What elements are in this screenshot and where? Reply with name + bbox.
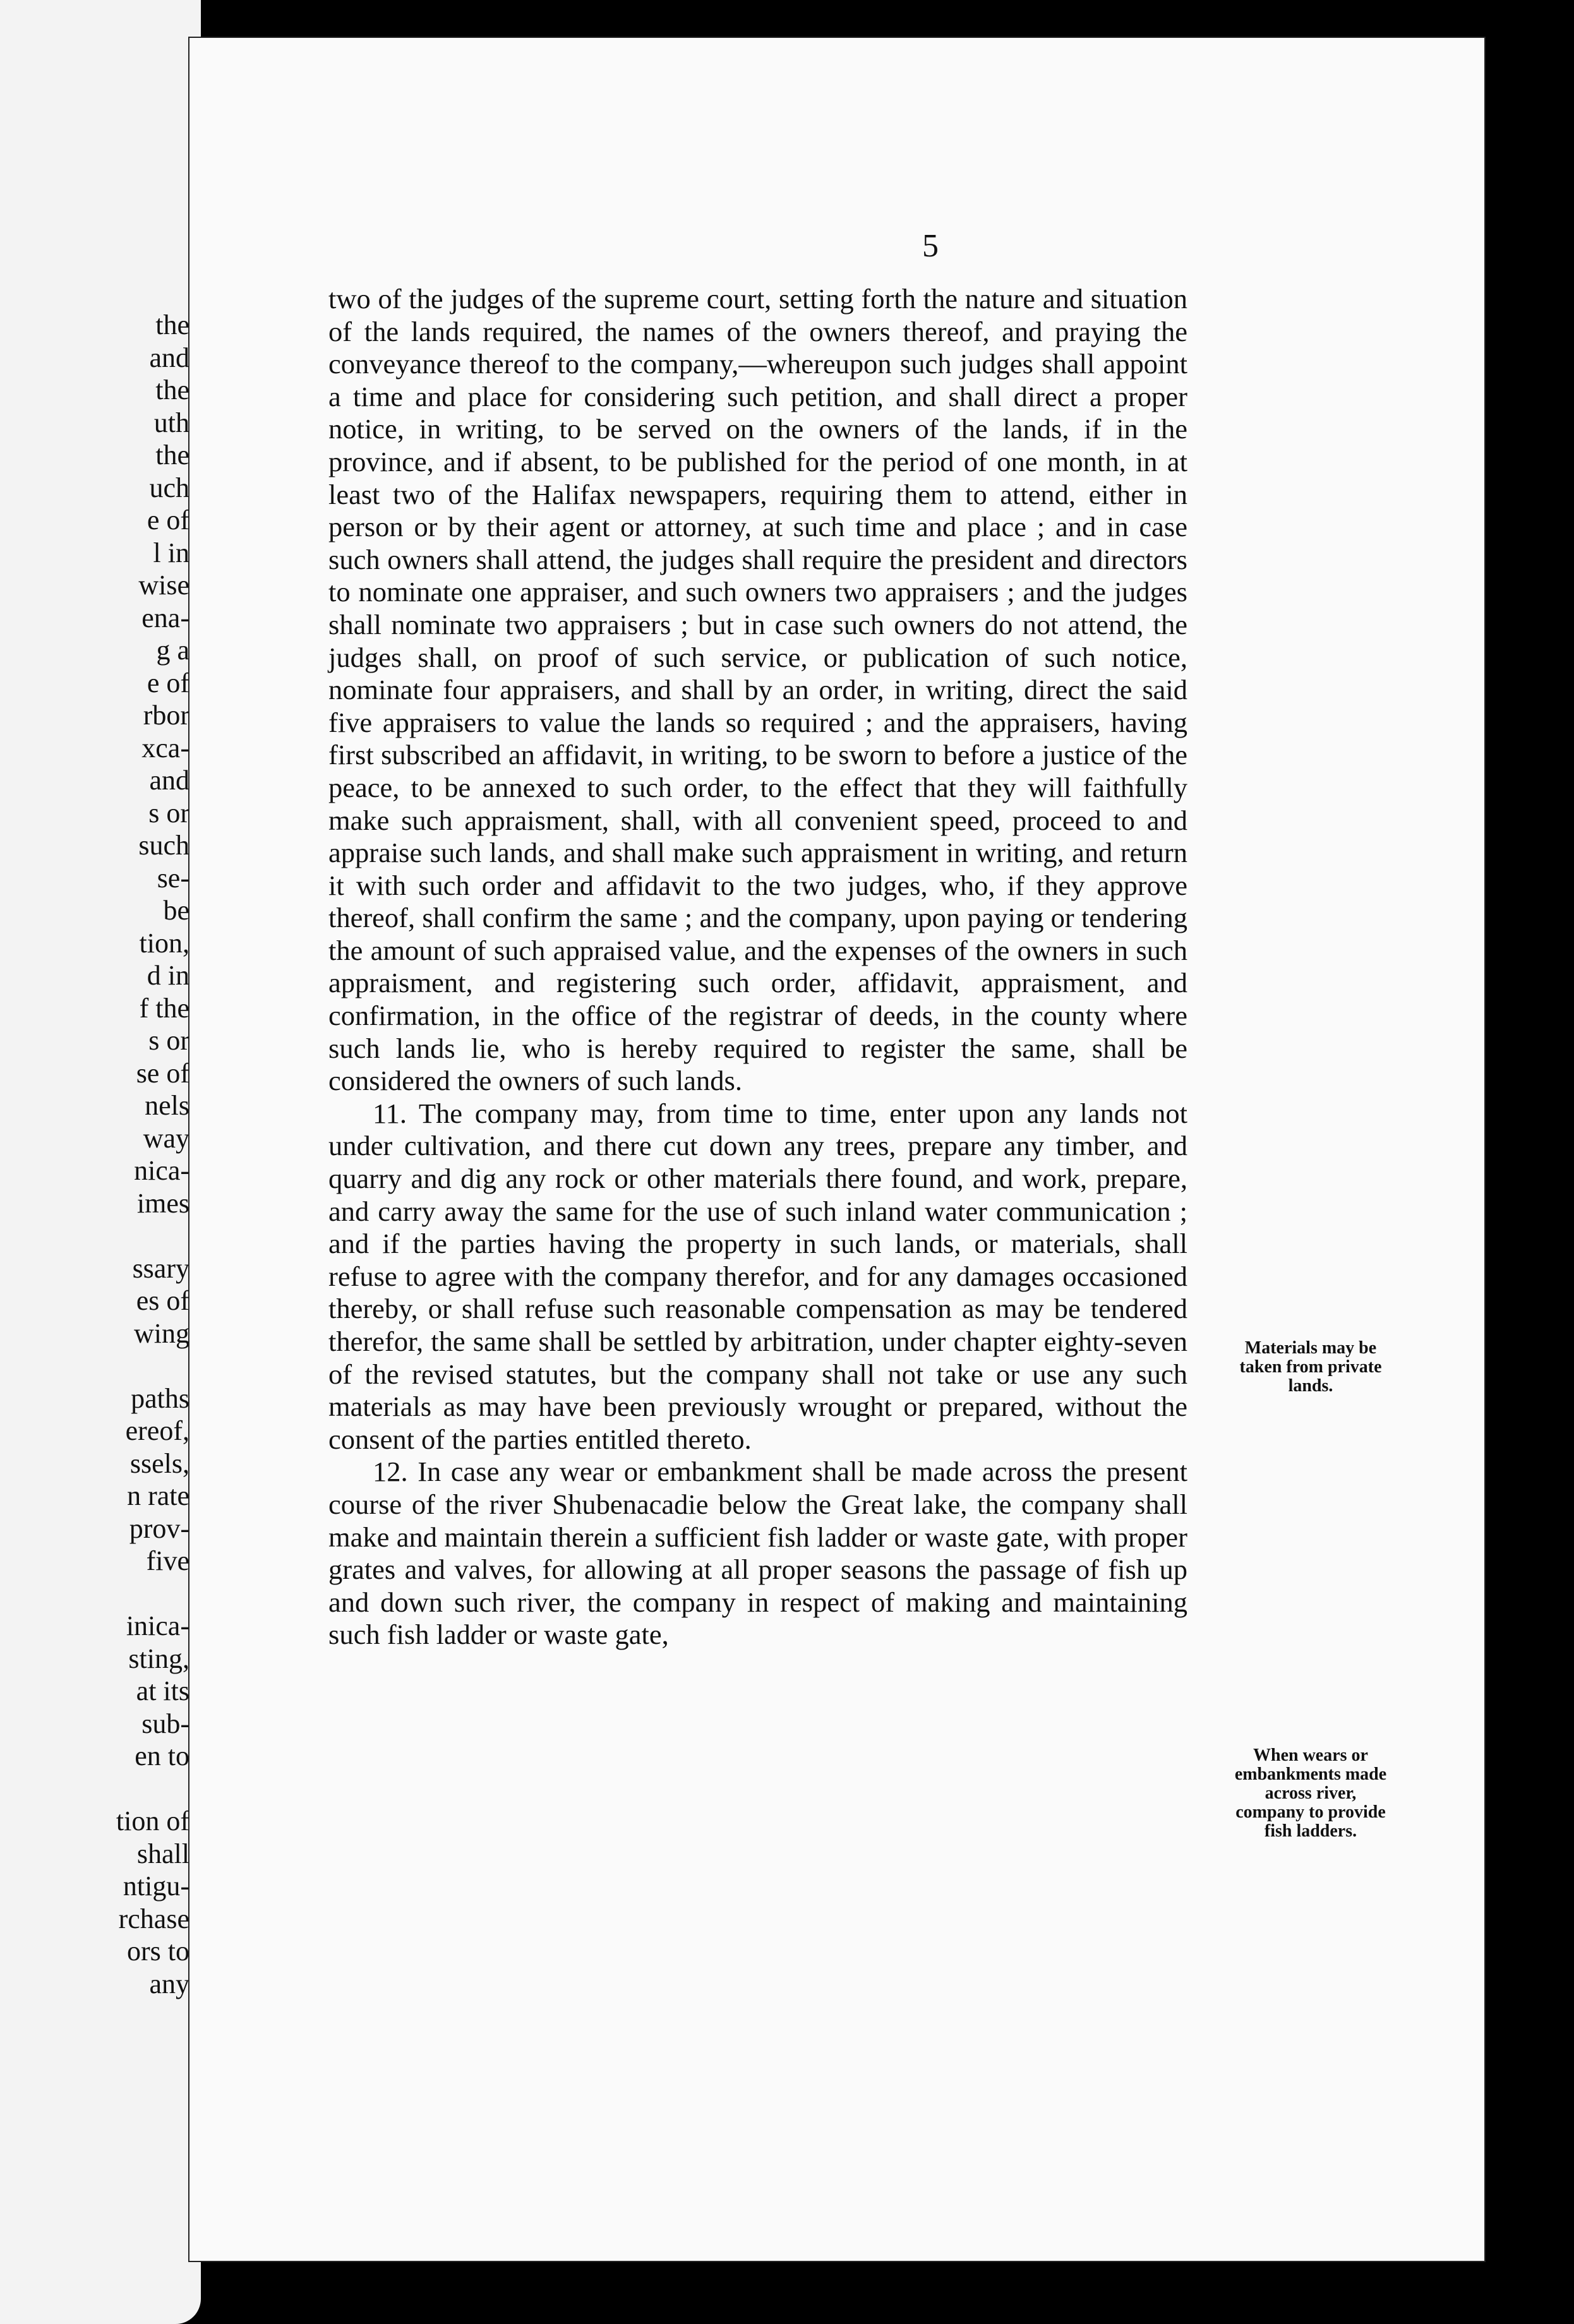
- left-page-line: five: [146, 1545, 189, 1576]
- continuation-paragraph: two of the judges of the supreme court, setting forth the nature and situation of the lands required, the names of the owners thereof, and praying the conveyance thereof to the company,—whereupon such judges shall appoint a time and place for considering such petition, and shall direct a proper notice, in writing, to be served on the owners of the lands, if in the province, and if absent, to be published for the period of one month, in at least two of the Halifax newspapers, requiring them to attend, either in person or by their agent or attorney, at such time and place ; and in case such owners shall attend, the judges shall require the president and directors to nominate one appraiser, and such owners two appraisers ; and the judges shall nominate two appraisers ; but in case such owners do not attend, the judges shall, on proof of such service, or publication of such notice, nominate four appraisers, and shall by an order, in writing, direct the said five appraisers to value the lands so required ; and the appraisers, having first subscribed an affidavit, in writing, to be sworn to before a justice of the peace, to be annexed to such order, to the effect that they will faithfully make such appraisment, shall, with all convenient speed, proceed to and appraise such lands, and shall make such appraisment in writing, and return it with such order and affidavit to the two judges, who, if they approve thereof, shall confirm the same ; and the company, upon paying or tendering the amount of such appraised value, and the expenses of the owners in such appraisment, and registering such order, affidavit, appraisment, and confirmation, in the office of the registrar of deeds, in the county where such lands lie, who is hereby required to register the same, shall be considered the owners of such lands.: [328, 283, 1187, 1097]
- section-12-number: 12.: [373, 1456, 408, 1488]
- left-page-line: n rate: [127, 1480, 189, 1511]
- left-page-line: the: [155, 374, 189, 405]
- left-page-line: sting,: [128, 1643, 189, 1674]
- left-page-line: nica-: [134, 1155, 189, 1186]
- left-page-line: at its: [136, 1675, 189, 1706]
- left-page-line: ssary: [132, 1252, 189, 1284]
- left-page-line: ntigu-: [123, 1871, 189, 1902]
- left-page-line: inica-: [126, 1610, 189, 1641]
- left-page-line: uch: [149, 472, 189, 503]
- section-12: [328, 1456, 1187, 1651]
- body-text: [328, 283, 1187, 1651]
- left-page-line: any: [149, 1968, 189, 1999]
- left-page-line: xca-: [141, 732, 189, 764]
- left-page-line: tion,: [139, 927, 189, 959]
- margin-note-section-11: Materials may be taken from private lands.: [1239, 1338, 1382, 1396]
- section-11-number: 11.: [373, 1097, 407, 1129]
- section-11-text: The company may, from time to time, enter upon any lands not under cultivation, and there cut down any trees, prepare any timber, and quarry and dig any rock or other materials there found, and work, prepare, and carry away the same for the use of such inland water communication ; and if the parties having the property in such lands, or materials, shall refuse to agree with the company therefor, and for any damages occasioned thereby, or shall refuse such reasonable compensation as may be tendered therefor, the same shall be settled by arbitration, under chapter eighty-seven of the revised statutes, but the company shall not take or use any such materials as may have been previously wrought or prepared, without the consent of the parties entitled thereto.: [328, 1097, 1187, 1455]
- left-page-line: way: [143, 1122, 189, 1154]
- left-page-line: and: [149, 342, 189, 373]
- left-page-line: wing: [134, 1317, 189, 1349]
- left-page-line: the: [155, 440, 189, 470]
- left-page-line: be: [163, 895, 189, 926]
- left-page-line: ena-: [141, 602, 189, 633]
- section-12-text: In case any wear or embankment shall be made across the present course of the river Shubenacadie below the Great lake, the company shall make and maintain therein a sufficient fish ladder or waste gate, with proper grates and valves, for allowing at all proper seasons the passage of fish up and down such river, the company in respect of making and maintaining such fish ladder or waste gate,: [328, 1456, 1188, 1651]
- left-page-line: such: [138, 830, 189, 861]
- left-page-line: and: [149, 765, 189, 796]
- left-page-line: sub-: [141, 1708, 189, 1739]
- section-11: [328, 1098, 1187, 1456]
- left-page-line: paths: [131, 1382, 189, 1414]
- left-page-line: imes: [136, 1187, 189, 1219]
- left-page-line: s or: [148, 1025, 189, 1056]
- left-page-line: s or: [148, 797, 189, 829]
- left-page-line: wise: [138, 570, 189, 601]
- left-page-line: es of: [136, 1285, 189, 1316]
- page-number: 5: [922, 228, 939, 264]
- left-page-line: e of: [147, 667, 189, 698]
- left-page-line: se-: [157, 862, 189, 894]
- left-page-line: d in: [147, 960, 189, 991]
- left-page-line: en to: [135, 1740, 189, 1771]
- left-page-line: ereof,: [125, 1415, 189, 1446]
- left-page-line: f the: [139, 992, 189, 1024]
- left-page-line: l in: [153, 537, 189, 568]
- left-page-line: rbor: [143, 700, 189, 731]
- left-page-line: ssels,: [129, 1447, 189, 1479]
- left-page-line: tion of: [116, 1806, 189, 1836]
- left-page-line: rchase: [118, 1903, 189, 1934]
- left-page-line: shall: [136, 1838, 189, 1869]
- left-page-line: the: [155, 309, 189, 340]
- left-page-line: e of: [147, 505, 189, 536]
- left-page-line: g a: [156, 635, 189, 666]
- left-page-line: prov-: [129, 1512, 189, 1544]
- margin-note-section-12: When wears or embankments made across river, company to provide fish ladders.: [1234, 1746, 1387, 1841]
- left-page-line: uth: [153, 407, 189, 438]
- left-page-line: nels: [145, 1090, 189, 1121]
- previous-page-fragment: [0, 0, 201, 2324]
- left-page-line: ors to: [127, 1936, 189, 1967]
- left-page-line: se of: [136, 1057, 189, 1089]
